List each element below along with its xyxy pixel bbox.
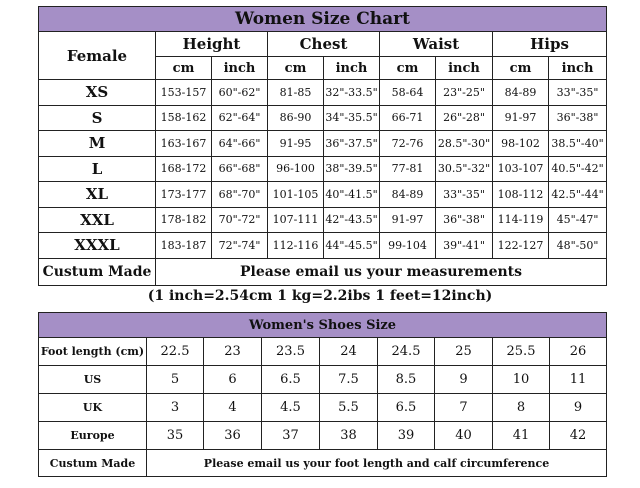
size-chart-title: Women Size Chart bbox=[39, 7, 607, 32]
shoe-row bbox=[39, 338, 607, 366]
size-value: 122-127 bbox=[493, 233, 549, 259]
size-row bbox=[39, 131, 607, 157]
unit-header: inch bbox=[436, 57, 493, 80]
size-value: 32"-33.5" bbox=[324, 80, 380, 106]
size-value: 91-97 bbox=[493, 105, 549, 131]
size-value: 48"-50" bbox=[549, 233, 607, 259]
shoe-size-value: 37 bbox=[262, 422, 320, 450]
shoe-size-value: 39 bbox=[378, 422, 435, 450]
shoe-row bbox=[39, 394, 607, 422]
shoe-size-value: 11 bbox=[550, 366, 607, 394]
size-value: 44"-45.5" bbox=[324, 233, 380, 259]
size-value: 101-105 bbox=[268, 182, 324, 208]
unit-header: cm bbox=[493, 57, 549, 80]
shoe-size-value: 3 bbox=[147, 394, 204, 422]
shoe-size-value: 24.5 bbox=[378, 338, 435, 366]
waist-header: Waist bbox=[380, 32, 493, 57]
shoe-size-value: 23 bbox=[204, 338, 262, 366]
shoe-size-value: 7 bbox=[435, 394, 493, 422]
size-value: 62"-64" bbox=[212, 105, 268, 131]
size-value: 163-167 bbox=[156, 131, 212, 157]
size-value: 36"-37.5" bbox=[324, 131, 380, 157]
shoe-size-value: 4.5 bbox=[262, 394, 320, 422]
size-value: 40.5"-42" bbox=[549, 156, 607, 182]
shoe-custom-made-label: Custum Made bbox=[39, 450, 147, 477]
size-value: 173-177 bbox=[156, 182, 212, 208]
size-value: 107-111 bbox=[268, 207, 324, 233]
shoe-row bbox=[39, 422, 607, 450]
shoe-row-label: US bbox=[39, 366, 147, 394]
shoe-size-value: 36 bbox=[204, 422, 262, 450]
size-label: XL bbox=[39, 182, 156, 208]
shoe-size-value: 10 bbox=[493, 366, 550, 394]
size-value: 33"-35" bbox=[549, 80, 607, 106]
size-value: 45"-47" bbox=[549, 207, 607, 233]
women-shoes-size-chart bbox=[38, 312, 607, 477]
shoe-size-value: 25.5 bbox=[493, 338, 550, 366]
size-value: 60"-62" bbox=[212, 80, 268, 106]
size-value: 108-112 bbox=[493, 182, 549, 208]
shoe-size-value: 22.5 bbox=[147, 338, 204, 366]
conversion-note: (1 inch=2.54cm 1 kg=2.2ibs 1 feet=12inch) bbox=[147, 288, 493, 304]
unit-header: cm bbox=[380, 57, 436, 80]
chest-header: Chest bbox=[268, 32, 380, 57]
size-value: 68"-70" bbox=[212, 182, 268, 208]
shoe-size-value: 6.5 bbox=[262, 366, 320, 394]
shoe-size-value: 42 bbox=[550, 422, 607, 450]
size-label: XXL bbox=[39, 207, 156, 233]
size-value: 36"-38" bbox=[436, 207, 493, 233]
size-value: 178-182 bbox=[156, 207, 212, 233]
size-value: 66"-68" bbox=[212, 156, 268, 182]
shoe-size-value: 35 bbox=[147, 422, 204, 450]
size-value: 58-64 bbox=[380, 80, 436, 106]
size-value: 64"-66" bbox=[212, 131, 268, 157]
size-value: 39"-41" bbox=[436, 233, 493, 259]
unit-header: inch bbox=[324, 57, 380, 80]
shoe-size-value: 4 bbox=[204, 394, 262, 422]
shoe-row-label: Foot length (cm) bbox=[39, 338, 147, 366]
shoe-row-label: Europe bbox=[39, 422, 147, 450]
size-value: 158-162 bbox=[156, 105, 212, 131]
size-value: 91-97 bbox=[380, 207, 436, 233]
size-row bbox=[39, 156, 607, 182]
size-value: 66-71 bbox=[380, 105, 436, 131]
unit-header: cm bbox=[156, 57, 212, 80]
size-value: 98-102 bbox=[493, 131, 549, 157]
shoe-custom-made-text: Please email us your foot length and calf circumference bbox=[147, 450, 607, 477]
size-value: 28.5"-30" bbox=[436, 131, 493, 157]
shoe-chart-title: Women's Shoes Size bbox=[39, 313, 607, 338]
size-value: 38.5"-40" bbox=[549, 131, 607, 157]
size-value: 96-100 bbox=[268, 156, 324, 182]
size-value: 72"-74" bbox=[212, 233, 268, 259]
size-value: 183-187 bbox=[156, 233, 212, 259]
size-value: 36"-38" bbox=[549, 105, 607, 131]
size-label: M bbox=[39, 131, 156, 157]
size-value: 81-85 bbox=[268, 80, 324, 106]
size-value: 77-81 bbox=[380, 156, 436, 182]
hips-header: Hips bbox=[493, 32, 607, 57]
size-value: 112-116 bbox=[268, 233, 324, 259]
size-label: XS bbox=[39, 80, 156, 106]
shoe-size-value: 7.5 bbox=[320, 366, 378, 394]
size-value: 86-90 bbox=[268, 105, 324, 131]
unit-header: inch bbox=[549, 57, 607, 80]
size-value: 23"-25" bbox=[436, 80, 493, 106]
size-value: 84-89 bbox=[380, 182, 436, 208]
shoe-size-value: 5 bbox=[147, 366, 204, 394]
size-value: 153-157 bbox=[156, 80, 212, 106]
custom-made-label: Custum Made bbox=[39, 258, 156, 285]
shoe-size-value: 9 bbox=[435, 366, 493, 394]
size-value: 99-104 bbox=[380, 233, 436, 259]
female-header: Female bbox=[39, 32, 156, 80]
women-size-chart bbox=[38, 6, 607, 286]
shoe-size-value: 9 bbox=[550, 394, 607, 422]
height-header: Height bbox=[156, 32, 268, 57]
size-value: 103-107 bbox=[493, 156, 549, 182]
size-value: 84-89 bbox=[493, 80, 549, 106]
size-row bbox=[39, 80, 607, 106]
shoe-size-value: 25 bbox=[435, 338, 493, 366]
shoe-size-value: 26 bbox=[550, 338, 607, 366]
size-value: 70"-72" bbox=[212, 207, 268, 233]
size-row bbox=[39, 233, 607, 259]
size-value: 168-172 bbox=[156, 156, 212, 182]
shoe-size-value: 8 bbox=[493, 394, 550, 422]
shoe-size-value: 8.5 bbox=[378, 366, 435, 394]
size-label: L bbox=[39, 156, 156, 182]
shoe-size-value: 6 bbox=[204, 366, 262, 394]
size-value: 114-119 bbox=[493, 207, 549, 233]
shoe-size-value: 23.5 bbox=[262, 338, 320, 366]
size-label: S bbox=[39, 105, 156, 131]
custom-made-text: Please email us your measurements bbox=[156, 258, 607, 285]
size-value: 91-95 bbox=[268, 131, 324, 157]
shoe-row-label: UK bbox=[39, 394, 147, 422]
size-value: 72-76 bbox=[380, 131, 436, 157]
size-row bbox=[39, 182, 607, 208]
shoe-size-value: 6.5 bbox=[378, 394, 435, 422]
size-value: 38"-39.5" bbox=[324, 156, 380, 182]
size-value: 42"-43.5" bbox=[324, 207, 380, 233]
size-value: 40"-41.5" bbox=[324, 182, 380, 208]
size-value: 34"-35.5" bbox=[324, 105, 380, 131]
size-row bbox=[39, 105, 607, 131]
shoe-size-value: 40 bbox=[435, 422, 493, 450]
shoe-size-value: 38 bbox=[320, 422, 378, 450]
unit-header: cm bbox=[268, 57, 324, 80]
size-label: XXXL bbox=[39, 233, 156, 259]
size-value: 42.5"-44" bbox=[549, 182, 607, 208]
size-value: 30.5"-32" bbox=[436, 156, 493, 182]
shoe-size-value: 5.5 bbox=[320, 394, 378, 422]
shoe-size-value: 41 bbox=[493, 422, 550, 450]
size-value: 33"-35" bbox=[436, 182, 493, 208]
shoe-size-value: 24 bbox=[320, 338, 378, 366]
shoe-row bbox=[39, 366, 607, 394]
unit-header: inch bbox=[212, 57, 268, 80]
size-row bbox=[39, 207, 607, 233]
size-value: 26"-28" bbox=[436, 105, 493, 131]
